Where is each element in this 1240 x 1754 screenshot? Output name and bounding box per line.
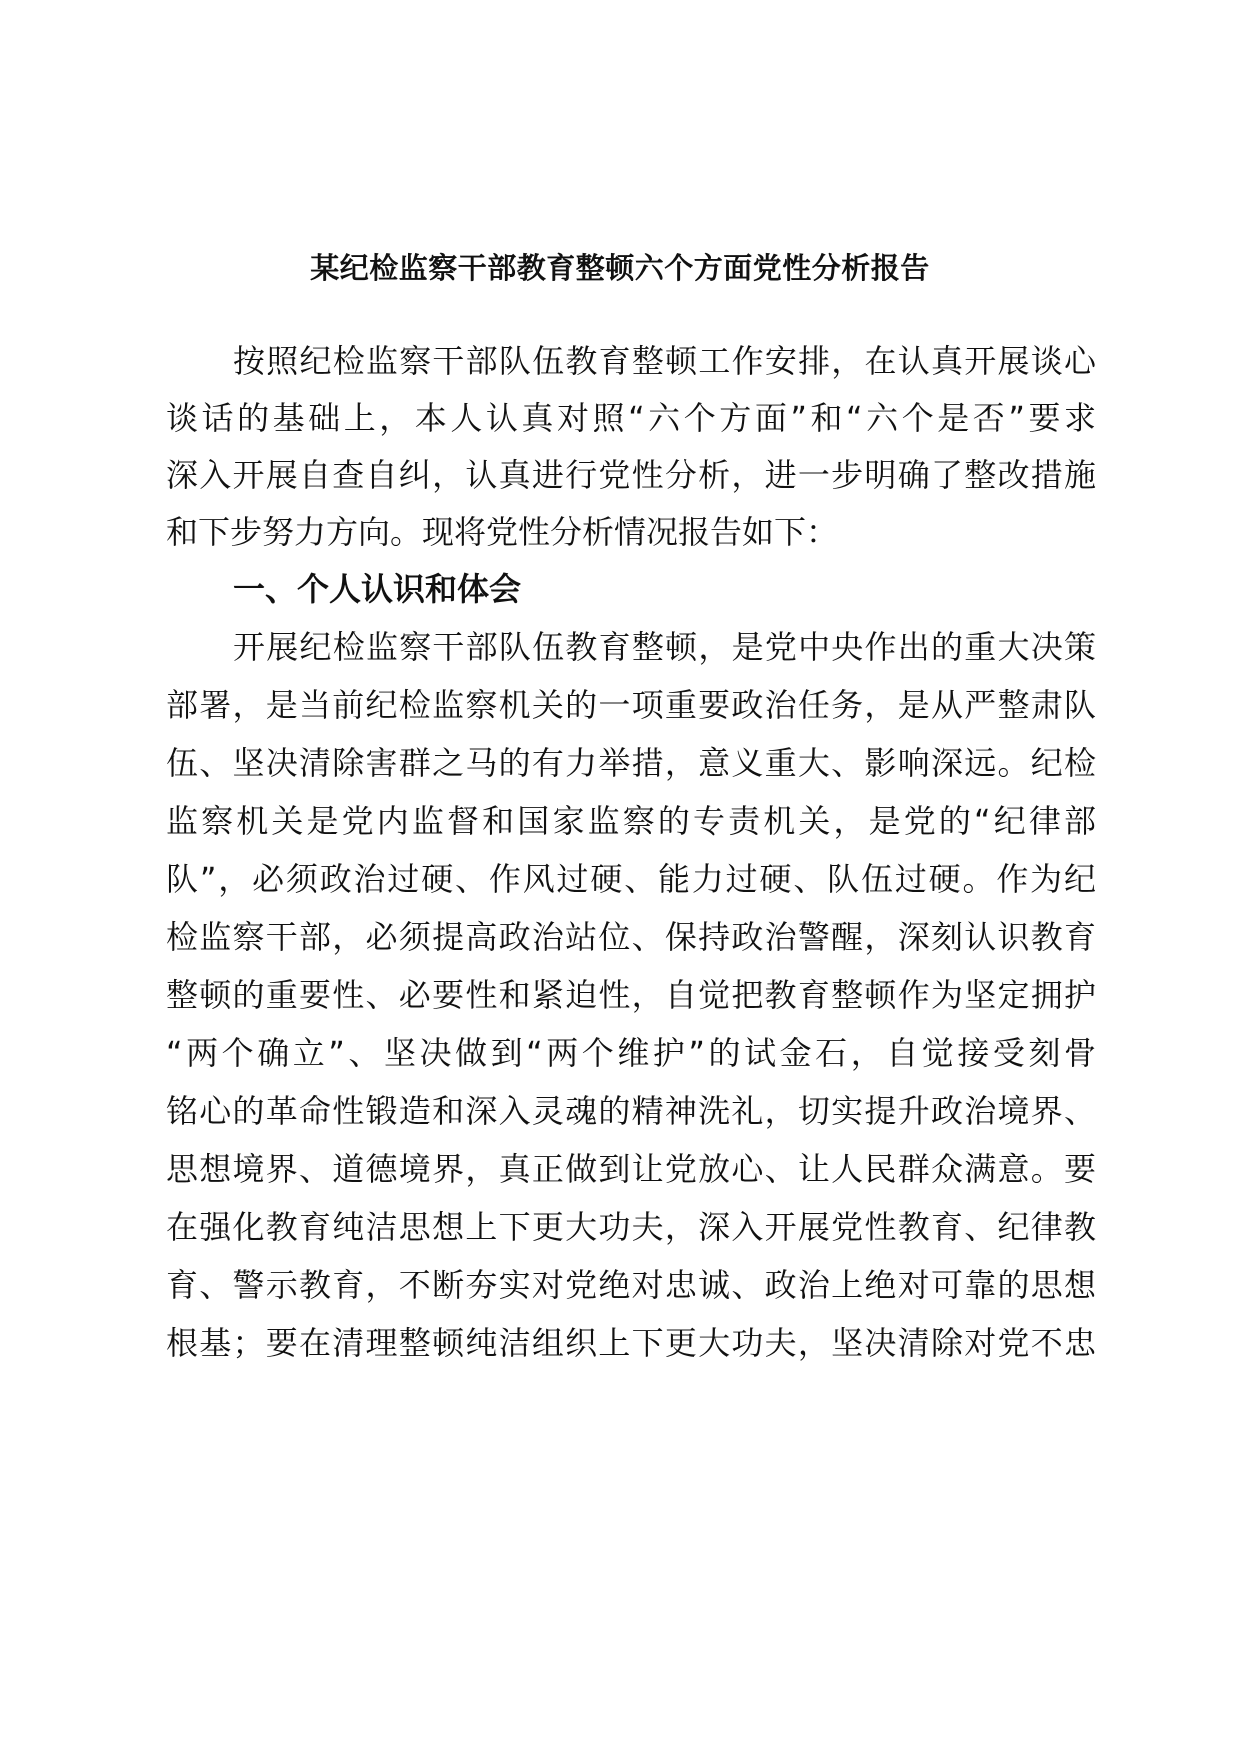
paragraph-line: 根基；要在清理整顿纯洁组织上下更大功夫，坚决清除对党不忠 (166, 1324, 1096, 1362)
paragraph-line: 育、警示教育，不断夯实对党绝对忠诚、政治上绝对可靠的思想 (166, 1266, 1096, 1304)
paragraph-line: 监察机关是党内监督和国家监察的专责机关，是党的“纪律部 (166, 802, 1096, 840)
paragraph-line: 伍、坚决清除害群之马的有力举措，意义重大、影响深远。纪检 (166, 744, 1096, 782)
paragraph-line: 队”，必须政治过硬、作风过硬、能力过硬、队伍过硬。作为纪 (166, 860, 1096, 898)
paragraph-line: 和下步努力方向。现将党性分析情况报告如下： (166, 513, 839, 551)
paragraph-line: 部署，是当前纪检监察机关的一项重要政治任务，是从严整肃队 (166, 686, 1096, 724)
paragraph-line: 整顿的重要性、必要性和紧迫性，自觉把教育整顿作为坚定拥护 (166, 976, 1096, 1014)
paragraph-line: 开展纪检监察干部队伍教育整顿，是党中央作出的重大决策 (233, 628, 1096, 666)
paragraph-line: 在强化教育纯洁思想上下更大功夫，深入开展党性教育、纪律教 (166, 1208, 1096, 1246)
paragraph-line: “两个确立”、坚决做到“两个维护”的试金石，自觉接受刻骨 (166, 1034, 1096, 1072)
paragraph-line: 深入开展自查自纠，认真进行党性分析，进一步明确了整改措施 (166, 456, 1096, 494)
document-title: 某纪检监察干部教育整顿六个方面党性分析报告 (310, 251, 930, 285)
paragraph-line: 检监察干部，必须提高政治站位、保持政治警醒，深刻认识教育 (166, 918, 1096, 956)
paragraph-line: 思想境界、道德境界，真正做到让党放心、让人民群众满意。要 (166, 1150, 1096, 1188)
section-heading: 一、个人认识和体会 (233, 570, 522, 608)
paragraph-line: 谈话的基础上，本人认真对照“六个方面”和“六个是否”要求 (166, 399, 1096, 437)
paragraph-line: 按照纪检监察干部队伍教育整顿工作安排，在认真开展谈心 (233, 342, 1096, 380)
paragraph-line: 铭心的革命性锻造和深入灵魂的精神洗礼，切实提升政治境界、 (166, 1092, 1096, 1130)
